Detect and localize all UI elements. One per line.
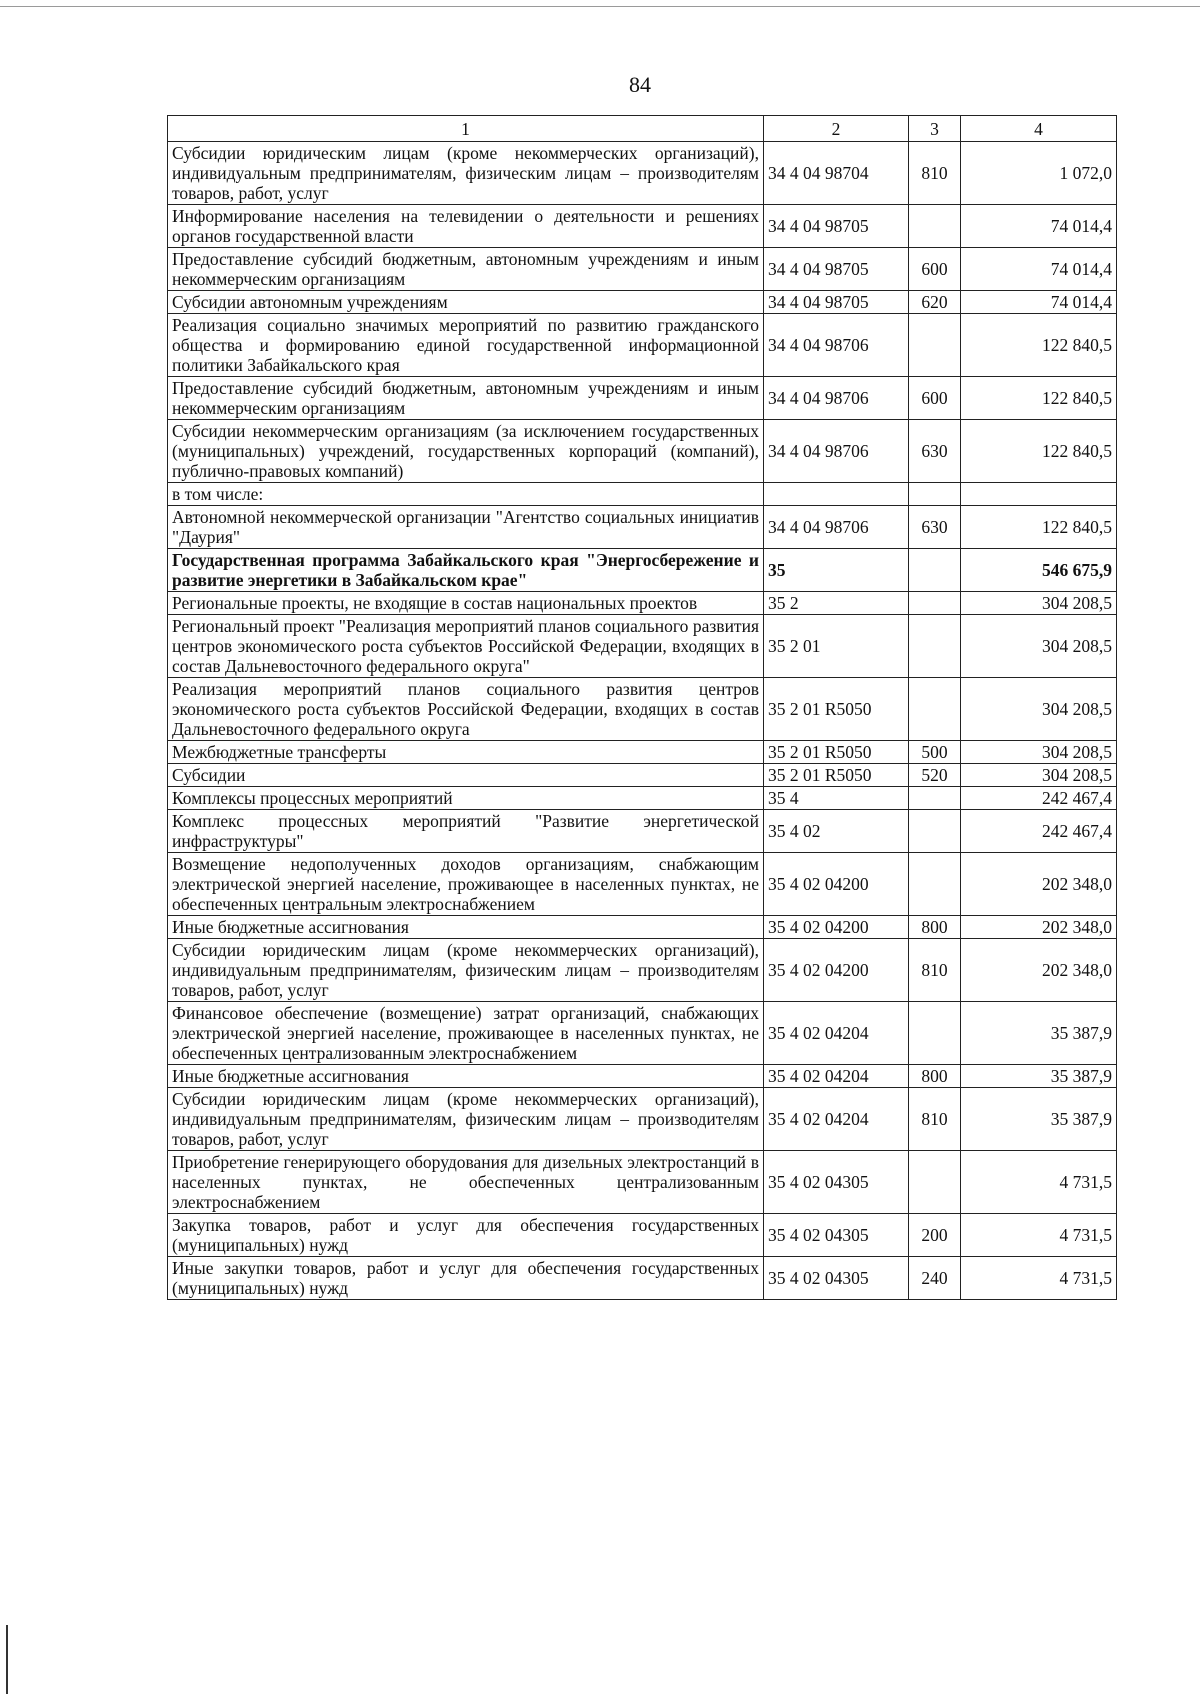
table-row	[168, 420, 1117, 483]
table-row	[168, 615, 1117, 678]
row-type-cell: 810	[909, 1088, 961, 1151]
row-type-cell	[909, 853, 961, 916]
row-name-cell: Финансовое обеспечение (возмещение) затрат организаций, снабжающих электрической энергией население, проживающее в населенных пунктах, не обеспеченных централизованным электроснабжением	[168, 1002, 764, 1065]
row-amount-cell: 4 731,5	[961, 1214, 1117, 1257]
row-code-cell: 35 2	[764, 592, 909, 615]
row-amount-cell: 74 014,4	[961, 248, 1117, 291]
row-amount-cell: 4 731,5	[961, 1151, 1117, 1214]
page-edge-left	[6, 1625, 8, 1694]
table-row	[168, 1002, 1117, 1065]
row-amount-cell: 4 731,5	[961, 1257, 1117, 1300]
row-code-cell: 35 4 02 04204	[764, 1088, 909, 1151]
row-name-cell: Возмещение недополученных доходов организациям, снабжающим электрической энергией население, проживающее в населенных пунктах, не обеспеченных центральным электроснабжением	[168, 853, 764, 916]
row-name-cell: Субсидии юридическим лицам (кроме некоммерческих организаций), индивидуальным предпринимателям, физическим лицам – производителям товаров, работ, услуг	[168, 142, 764, 205]
row-name-cell: Информирование населения на телевидении о деятельности и решениях органов государственной власти	[168, 205, 764, 248]
row-code-cell: 35 2 01 R5050	[764, 741, 909, 764]
table-row	[168, 741, 1117, 764]
row-type-cell: 800	[909, 1065, 961, 1088]
table-row	[168, 483, 1117, 506]
row-code-cell: 35 4 02 04305	[764, 1257, 909, 1300]
column-header-1: 1	[168, 116, 764, 142]
table-row	[168, 1151, 1117, 1214]
row-amount-cell: 304 208,5	[961, 592, 1117, 615]
row-type-cell: 630	[909, 506, 961, 549]
row-code-cell: 35 4 02 04200	[764, 916, 909, 939]
row-amount-cell: 242 467,4	[961, 787, 1117, 810]
row-amount-cell: 35 387,9	[961, 1002, 1117, 1065]
row-type-cell	[909, 483, 961, 506]
row-code-cell: 34 4 04 98706	[764, 314, 909, 377]
row-code-cell: 34 4 04 98705	[764, 205, 909, 248]
row-code-cell: 35	[764, 549, 909, 592]
row-amount-cell: 35 387,9	[961, 1065, 1117, 1088]
table-row	[168, 142, 1117, 205]
table-row	[168, 1214, 1117, 1257]
table-row	[168, 764, 1117, 787]
row-type-cell	[909, 810, 961, 853]
row-type-cell	[909, 1002, 961, 1065]
row-type-cell: 600	[909, 377, 961, 420]
row-name-cell: Комплексы процессных мероприятий	[168, 787, 764, 810]
row-type-cell	[909, 678, 961, 741]
row-name-cell: Субсидии юридическим лицам (кроме некоммерческих организаций), индивидуальным предпринимателям, физическим лицам – производителям товаров, работ, услуг	[168, 1088, 764, 1151]
row-name-cell: Предоставление субсидий бюджетным, автономным учреждениям и иным некоммерческим организациям	[168, 377, 764, 420]
row-amount-cell: 242 467,4	[961, 810, 1117, 853]
row-type-cell	[909, 314, 961, 377]
row-name-cell: Региональные проекты, не входящие в состав национальных проектов	[168, 592, 764, 615]
row-type-cell	[909, 787, 961, 810]
table-row	[168, 549, 1117, 592]
row-type-cell: 810	[909, 939, 961, 1002]
table-row	[168, 291, 1117, 314]
row-name-cell: Предоставление субсидий бюджетным, автономным учреждениям и иным некоммерческим организациям	[168, 248, 764, 291]
table-header	[168, 116, 1117, 142]
row-code-cell: 34 4 04 98705	[764, 291, 909, 314]
table-row	[168, 916, 1117, 939]
row-code-cell: 35 4 02 04200	[764, 853, 909, 916]
column-header-2: 2	[764, 116, 909, 142]
page-edge-top	[0, 6, 1200, 7]
row-type-cell	[909, 1151, 961, 1214]
budget-table	[167, 115, 1117, 1300]
table-row	[168, 1088, 1117, 1151]
table-row	[168, 205, 1117, 248]
row-name-cell: Субсидии юридическим лицам (кроме некоммерческих организаций), индивидуальным предпринимателям, физическим лицам – производителям товаров, работ, услуг	[168, 939, 764, 1002]
row-name-cell: Региональный проект "Реализация мероприятий планов социального развития центров экономического роста субъектов Российской Федерации, входящих в состав Дальневосточного федерального округа"	[168, 615, 764, 678]
row-type-cell: 520	[909, 764, 961, 787]
row-name-cell: Иные закупки товаров, работ и услуг для обеспечения государственных (муниципальных) нужд	[168, 1257, 764, 1300]
table-row	[168, 787, 1117, 810]
row-amount-cell: 74 014,4	[961, 291, 1117, 314]
row-name-cell: Иные бюджетные ассигнования	[168, 916, 764, 939]
row-code-cell: 35 4 02	[764, 810, 909, 853]
row-type-cell	[909, 592, 961, 615]
row-type-cell: 200	[909, 1214, 961, 1257]
table-row	[168, 506, 1117, 549]
row-name-cell: Субсидии	[168, 764, 764, 787]
table-row	[168, 1257, 1117, 1300]
row-code-cell: 34 4 04 98706	[764, 506, 909, 549]
row-amount-cell: 304 208,5	[961, 764, 1117, 787]
row-amount-cell: 546 675,9	[961, 549, 1117, 592]
row-amount-cell: 122 840,5	[961, 377, 1117, 420]
row-code-cell	[764, 483, 909, 506]
table-row	[168, 592, 1117, 615]
row-amount-cell: 122 840,5	[961, 314, 1117, 377]
row-code-cell: 35 4 02 04305	[764, 1151, 909, 1214]
row-name-cell: Государственная программа Забайкальского края "Энергосбережение и развитие энергетики в Забайкальском крае"	[168, 549, 764, 592]
table-row	[168, 248, 1117, 291]
row-amount-cell: 1 072,0	[961, 142, 1117, 205]
row-amount-cell: 202 348,0	[961, 853, 1117, 916]
row-name-cell: Приобретение генерирующего оборудования для дизельных электростанций в населенных пунктах, не обеспеченных централизованным электроснабжением	[168, 1151, 764, 1214]
table-body	[168, 142, 1117, 1300]
table-row	[168, 314, 1117, 377]
table-row	[168, 939, 1117, 1002]
column-header-3: 3	[909, 116, 961, 142]
row-amount-cell: 304 208,5	[961, 678, 1117, 741]
table-row	[168, 377, 1117, 420]
page-number: 84	[629, 72, 651, 97]
column-header-4: 4	[961, 116, 1117, 142]
row-code-cell: 34 4 04 98705	[764, 248, 909, 291]
row-code-cell: 35 4 02 04204	[764, 1065, 909, 1088]
row-amount-cell: 202 348,0	[961, 939, 1117, 1002]
row-amount-cell: 35 387,9	[961, 1088, 1117, 1151]
row-type-cell	[909, 615, 961, 678]
row-code-cell: 35 4	[764, 787, 909, 810]
row-type-cell: 630	[909, 420, 961, 483]
row-code-cell: 35 2 01	[764, 615, 909, 678]
row-type-cell: 240	[909, 1257, 961, 1300]
row-name-cell: Комплекс процессных мероприятий "Развитие энергетической инфраструктуры"	[168, 810, 764, 853]
row-type-cell	[909, 205, 961, 248]
row-name-cell: Реализация социально значимых мероприятий по развитию гражданского общества и формированию единой государственной информационной политики Забайкальского края	[168, 314, 764, 377]
row-name-cell: Автономной некоммерческой организации "Агентство социальных инициатив "Даурия"	[168, 506, 764, 549]
row-amount-cell: 74 014,4	[961, 205, 1117, 248]
table-row	[168, 678, 1117, 741]
row-type-cell: 620	[909, 291, 961, 314]
header-row	[168, 116, 1117, 142]
row-name-cell: Иные бюджетные ассигнования	[168, 1065, 764, 1088]
row-type-cell: 810	[909, 142, 961, 205]
table-row	[168, 1065, 1117, 1088]
row-code-cell: 35 4 02 04305	[764, 1214, 909, 1257]
row-name-cell: в том числе:	[168, 483, 764, 506]
row-amount-cell	[961, 483, 1117, 506]
row-code-cell: 35 2 01 R5050	[764, 678, 909, 741]
row-type-cell: 600	[909, 248, 961, 291]
row-code-cell: 34 4 04 98704	[764, 142, 909, 205]
row-code-cell: 35 4 02 04204	[764, 1002, 909, 1065]
row-code-cell: 35 2 01 R5050	[764, 764, 909, 787]
row-type-cell: 500	[909, 741, 961, 764]
row-type-cell	[909, 549, 961, 592]
table-row	[168, 853, 1117, 916]
row-amount-cell: 304 208,5	[961, 615, 1117, 678]
row-amount-cell: 304 208,5	[961, 741, 1117, 764]
row-name-cell: Субсидии автономным учреждениям	[168, 291, 764, 314]
row-name-cell: Реализация мероприятий планов социального развития центров экономического роста субъектов Российской Федерации, входящих в состав Дальневосточного федерального округа	[168, 678, 764, 741]
row-type-cell: 800	[909, 916, 961, 939]
row-name-cell: Закупка товаров, работ и услуг для обеспечения государственных (муниципальных) нужд	[168, 1214, 764, 1257]
row-amount-cell: 122 840,5	[961, 420, 1117, 483]
row-name-cell: Межбюджетные трансферты	[168, 741, 764, 764]
row-amount-cell: 122 840,5	[961, 506, 1117, 549]
row-amount-cell: 202 348,0	[961, 916, 1117, 939]
table-row	[168, 810, 1117, 853]
row-name-cell: Субсидии некоммерческим организациям (за исключением государственных (муниципальных) учреждений, государственных корпораций (компаний), публично-правовых компаний)	[168, 420, 764, 483]
row-code-cell: 35 4 02 04200	[764, 939, 909, 1002]
row-code-cell: 34 4 04 98706	[764, 377, 909, 420]
row-code-cell: 34 4 04 98706	[764, 420, 909, 483]
